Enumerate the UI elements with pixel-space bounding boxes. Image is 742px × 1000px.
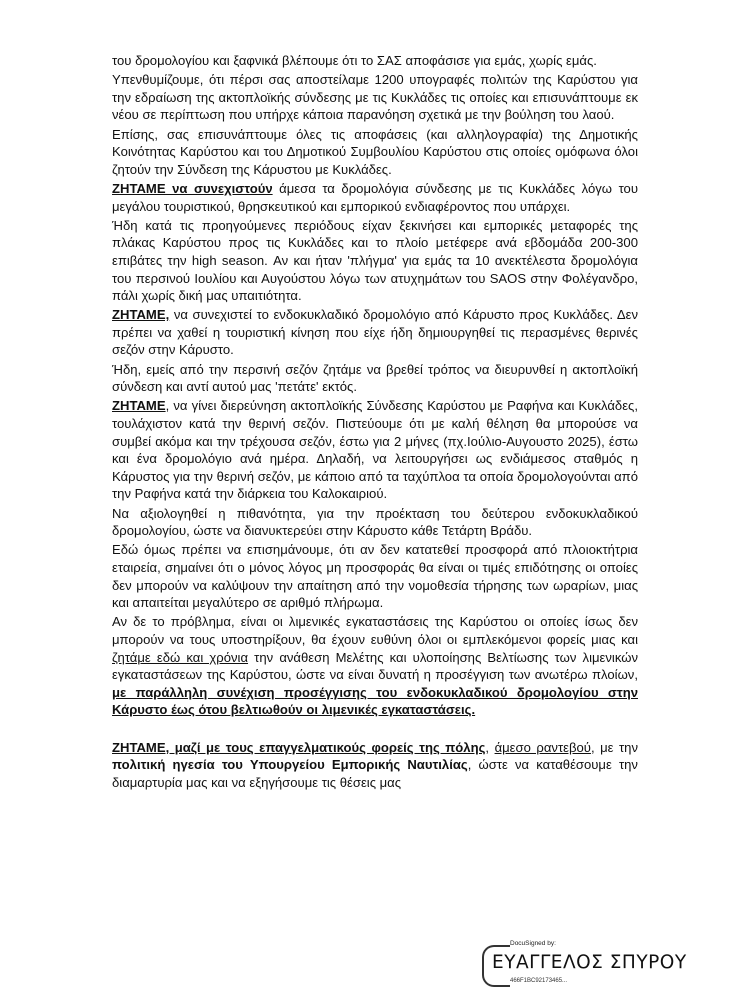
paragraph-11-text: Αν δε το πρόβλημα, είναι οι λιμενικές εγκαταστάσεις της Καρύστου οι οποίες ίσως δεν μπορούν να τους υποστηρίξουν, θα έχουν ευθύνη όλοι οι εμπλεκόμενοι φορείς μιας και <box>112 614 638 647</box>
docusign-signature <box>470 940 690 990</box>
paragraph-8 <box>112 397 638 503</box>
paragraph-4-text: άμεσα τα δρομολόγια σύνδεσης με τις Κυκλάδες λόγω του μεγάλου τουριστικού, θρησκευτικού και εμπορικού ενδιαφέροντος που υπάρχει. <box>112 180 638 214</box>
demand-heading: ΖΗΤΑΜΕ <box>112 398 166 414</box>
paragraph-1: του δρομολογίου και ξαφνικά βλέπουμε ότι το ΣΑΣ αποφάσισε για εμάς, χωρίς εμάς. <box>112 53 597 68</box>
paragraph-3: Επίσης, σας επισυνάπτουμε όλες τις αποφάσεις (και αλληλογραφία) της Δημοτικής Κοινότητας Καρύστου και του Δημοτικού Συμβουλίου Καρύστου στις οποίες ομόφωνα όλοι ζητούν την Σύνδεση της Κάρυστου με Κυκλάδες. <box>112 126 638 177</box>
docusigned-label: DocuSigned by: <box>510 940 556 947</box>
envelope-id: 466F1BC92173465... <box>510 978 568 984</box>
paragraph-9: Να αξιολογηθεί η πιθανότητα, για την προέκταση του δεύτερου ενδοκυκλαδικού δρομολογίου, ώστε να διανυκτερεύει στην Κάρυστο κάθε Τετάρτη Βράδυ. <box>112 505 638 539</box>
underlined-phrase: ζητάμε εδώ και χρόνια <box>112 649 249 665</box>
paragraph-7: Ήδη, εμείς από την περσινή σεζόν ζητάμε να βρεθεί τρόπος να διευρυνθεί η ακτοπλοϊκή σύνδεση και αντί αυτού μας 'πετάτε' εκτός. <box>112 361 638 395</box>
signer-name: ΕΥΑΓΓΕΛΟΣ ΣΠΥΡΟΥ <box>492 952 687 973</box>
demand-heading: ΖΗΤΑΜΕ, <box>112 307 170 323</box>
paragraph-12-text-c: , ώστε να καταθέσουμε την διαμαρτυρία μας και να εξηγήσουμε τις θέσεις μας <box>112 757 638 790</box>
paragraph-11-text-b: την ανάθεση Μελέτης και υλοποίησης Βελτίωσης των λιμενικών εγκαταστάσεων της Καρύστου, ώστε να είναι δυνατή η προσέγγιση των ανωτέρω πλοίων, <box>112 649 639 683</box>
paragraph-12-text: , <box>485 739 495 755</box>
paragraph-10: Εδώ όμως πρέπει να επισημάνουμε, ότι αν δεν κατατεθεί προσφορά από πλοιοκτήτρια εταιρεία, σημαίνει ότι ο μόνος λόγος μη προσφοράς θα είναι οι τιμές επιδότησης οι οποίες δεν μπορούν να καλύψουν την απαίτηση από την νομοθεσία τήρησης των ωραρίων, μιας και απαιτείται μεγαλύτερο σε αριθμό πλήρωμα. <box>112 542 638 611</box>
paragraph-gap <box>112 721 638 739</box>
paragraph-2: Υπενθυμίζουμε, ότι πέρσι σας αποστείλαμε 1200 υπογραφές πολιτών της Καρύστου για την εδραίωση της ακτοπλοϊκής σύνδεσης με τις Κυκλάδες τις οποίες και επισυνάπτουμε εκ νέου σε περίπτωση που υπήρχε κάποια παρανόηση σχετικά με την βούληση του λαού. <box>112 72 638 123</box>
paragraph-11 <box>112 613 638 719</box>
demand-heading: ΖΗΤΑΜΕ να συνεχιστούν <box>112 180 273 196</box>
paragraph-6 <box>112 306 638 359</box>
document-body <box>112 52 638 793</box>
paragraph-12 <box>112 739 638 792</box>
paragraph-6-text: να συνεχιστεί το ενδοκυκλαδικό δρομολόγιο από Κάρυστο προς Κυκλάδες. Δεν πρέπει να χαθεί η τουριστική κίνηση που είχε ήδη δημιουργηθεί τις περασμένες θερινές σεζόν στην Κάρυστο. <box>112 307 638 358</box>
underlined-phrase: άμεσο ραντεβού <box>494 739 591 755</box>
paragraph-5: Ήδη κατά τις προηγούμενες περιόδους είχαν ξεκινήσει και εμπορικές μεταφορές της πλάκας Καρύστου προς τις Κυκλάδες και το πλοίο μετέφερε ανά εβδομάδα 200-300 επιβάτες την high season. Αν και ήταν 'πλήγμα' για εμάς τα 10 ανεκτέλεστα δρομολόγια του περσινού Ιουλίου και Αυγούστου λόγω των ατυχημάτων του SAOS στην Φολέγανδρο, πάλι χωρίς δική μας υπαιτιότητα. <box>112 217 638 304</box>
paragraph-12-text-b: , με την <box>590 739 639 755</box>
paragraph-4 <box>112 180 638 215</box>
demand-heading: ΖΗΤΑΜΕ, μαζί με τους επαγγελματικούς φορείς της πόλης <box>112 739 486 755</box>
bold-phrase: πολιτική ηγεσία του Υπουργείου Εμπορικής Ναυτιλίας <box>112 757 468 773</box>
paragraph-8-text: , να γίνει διερεύνηση ακτοπλοϊκής Σύνδεσης Καρύστου με Ραφήνα και Κυκλάδες, τουλάχιστον κατά την θερινή σεζόν. Πιστεύουμε ότι με καλή θέληση θα μπορούσε να συμβεί ακόμα και την τρέχουσα σεζόν, έστω για 2 μήνες (πχ.Ιούλιο-Αυγουστο 2025), έστω και ένα δρομολόγιο ανά ημέρα. Δηλαδή, να λειτουργήσει ως ενδιάμεσος σταθμός η Κάρυστος για την θερινή σεζόν, με κάποιο από τα ταχύπλοα τα οποία δρομολογούνται από την Ραφήνα κατά την διάρκεια του Καλοκαιριού. <box>112 398 638 502</box>
bold-underlined-phrase: με παράλληλη συνέχιση προσέγγισης του ενδοκυκλαδικού δρομολογίου στην Κάρυστο έως ότου βελτιωθούν οι λιμενικές εγκαταστάσεις. <box>112 684 638 718</box>
